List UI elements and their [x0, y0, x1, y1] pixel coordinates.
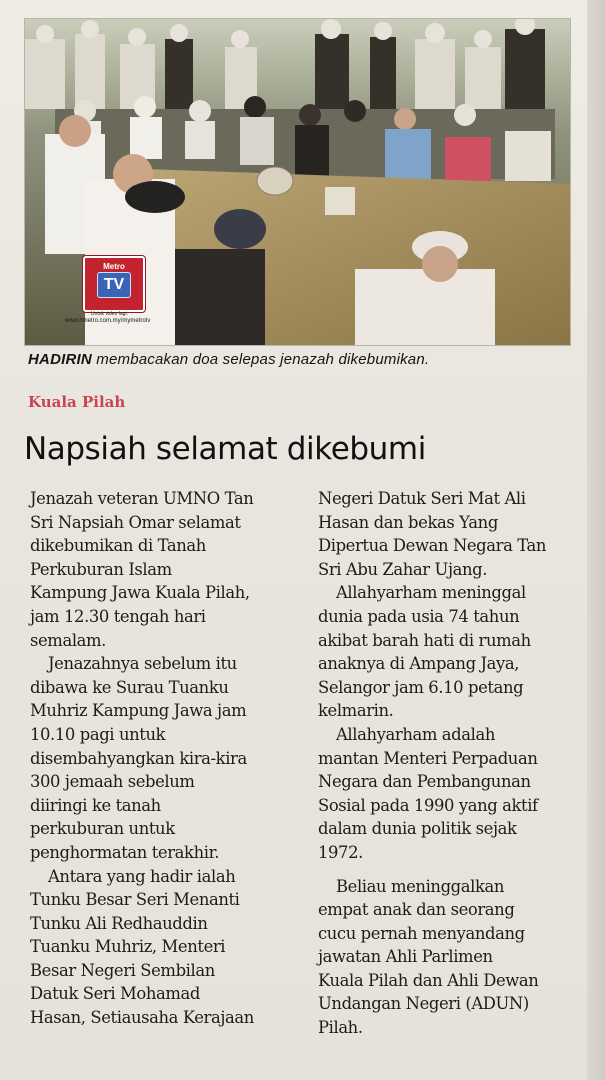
article-line: cucu pernah menyandang: [318, 923, 525, 943]
photo-caption: [28, 351, 568, 368]
article-line: penghormatan terakhir.: [30, 842, 220, 862]
article-line: Sri Abu Zahar Ujang.: [318, 559, 488, 579]
article-column-left: [30, 487, 310, 1030]
article-headline: Napsiah selamat dikebumi: [24, 431, 426, 467]
logo-note: Untuk video lagi:: [91, 311, 128, 317]
article-line: Sri Napsiah Omar selamat: [30, 512, 241, 532]
article-line: Dipertua Dewan Negara Tan: [318, 536, 547, 556]
page-edge: [587, 0, 605, 1080]
article-line: Tunku Besar Seri Menanti: [30, 890, 240, 910]
logo-brand-top: Metro: [103, 262, 125, 271]
article-line: dikebumikan di Tanah: [30, 536, 206, 556]
news-photo: [24, 18, 571, 346]
article-line: Undangan Negeri (ADUN): [318, 994, 529, 1014]
article-line: Antara yang hadir ialah: [48, 866, 236, 886]
article-line: jawatan Ahli Parlimen: [318, 947, 493, 967]
caption-text: membacakan doa selepas jenazah dikebumikan.: [96, 351, 430, 368]
article-line: Tunku Ali Redhauddin: [30, 913, 208, 933]
logo-badge: [83, 256, 145, 312]
article-line: semalam.: [30, 630, 106, 650]
article-line: diiringi ke tanah: [30, 795, 161, 815]
article-line: 300 jemaah sebelum: [30, 772, 195, 792]
article-line: Pilah.: [318, 1018, 363, 1038]
article-line: Negara dan Pembangunan: [318, 772, 531, 792]
article-line: 10.10 pagi untuk: [30, 724, 166, 744]
article-line: Kampung Jawa Kuala Pilah,: [30, 583, 250, 603]
article-line: Besar Negeri Sembilan: [30, 960, 215, 980]
article-line: Kuala Pilah dan Ahli Dewan: [318, 970, 539, 990]
section-kicker: Kuala Pilah: [28, 393, 126, 411]
article-line: 1972.: [318, 842, 363, 862]
article-line: Muhriz Kampung Jawa jam: [30, 701, 247, 721]
metro-tv-logo[interactable]: [57, 254, 149, 326]
article-line: Hasan dan bekas Yang: [318, 512, 498, 532]
logo-url[interactable]: www.hmetro.com.my/mymetrotv: [65, 318, 151, 324]
paragraph-gap: [318, 865, 580, 875]
article-line: Selangor jam 6.10 petang: [318, 677, 524, 697]
article-line: anaknya di Ampang Jaya,: [318, 654, 520, 674]
article-line: kelmarin.: [318, 701, 394, 721]
article-line: Allahyarham adalah: [336, 724, 496, 744]
article-line: dunia pada usia 74 tahun: [318, 606, 520, 626]
article-line: Jenazahnya sebelum itu: [48, 654, 237, 674]
article-line: Datuk Seri Mohamad: [30, 984, 200, 1004]
article-line: perkuburan untuk: [30, 819, 175, 839]
article-line: empat anak dan seorang: [318, 900, 515, 920]
tv-icon: [97, 272, 131, 298]
article-line: jam 12.30 tengah hari: [30, 606, 206, 626]
article-line: Hasan, Setiausaha Kerajaan: [30, 1008, 254, 1028]
article-line: Beliau meninggalkan: [336, 876, 505, 896]
article-line: Jenazah veteran UMNO Tan: [30, 489, 254, 508]
article-line: Allahyarham meninggal: [336, 583, 526, 603]
article-line: Tuanku Muhriz, Menteri: [30, 937, 226, 957]
article-line: disembahyangkan kira-kira: [30, 748, 247, 768]
article-line: Perkuburan Islam: [30, 559, 172, 579]
article-line: dibawa ke Surau Tuanku: [30, 677, 229, 697]
article-line: dalam dunia politik sejak: [318, 819, 517, 839]
article-line: mantan Menteri Perpaduan: [318, 748, 538, 768]
logo-brand-main: TV: [103, 276, 125, 293]
article-line: akibat barah hati di rumah: [318, 630, 531, 650]
article-line: Sosial pada 1990 yang aktif: [318, 795, 538, 815]
article-column-right: [318, 487, 580, 1040]
article-line: Negeri Datuk Seri Mat Ali: [318, 489, 526, 508]
caption-lead: HADIRIN: [28, 351, 92, 368]
